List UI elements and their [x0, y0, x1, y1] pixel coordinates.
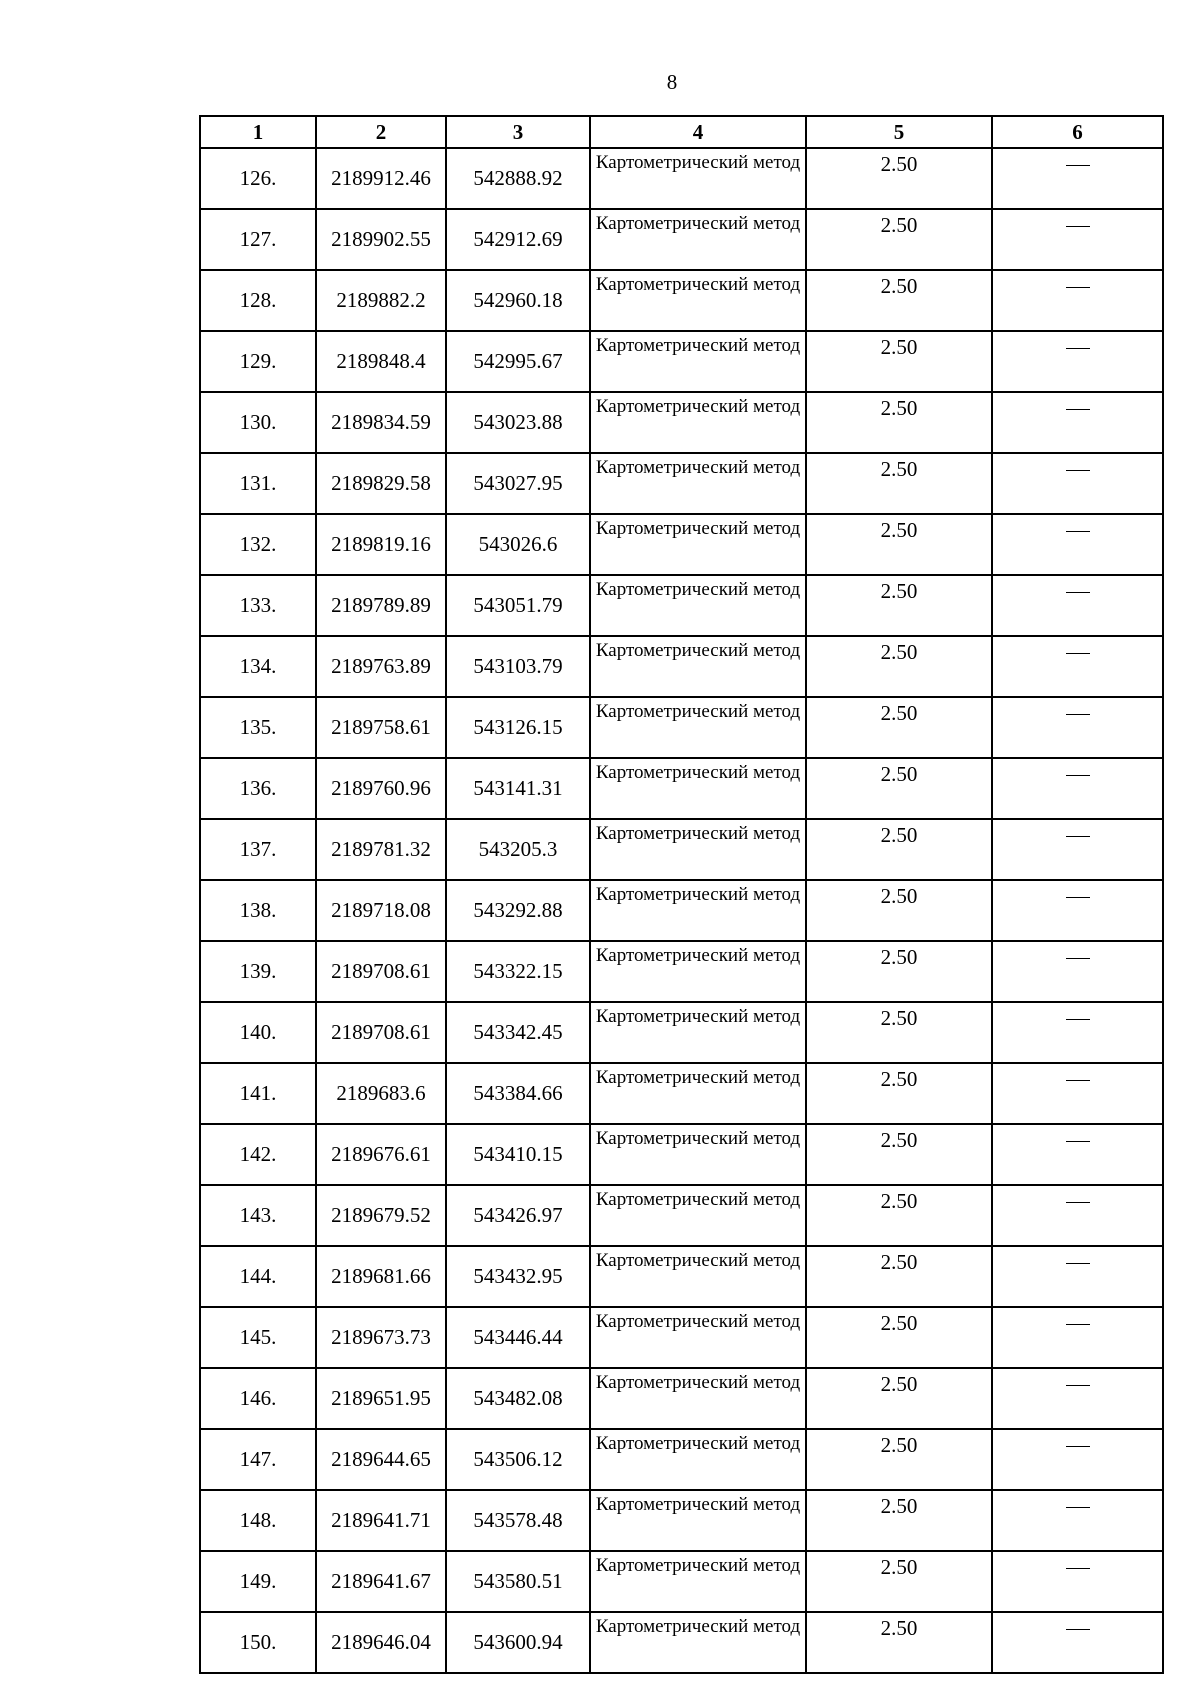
error-cell: 2.50 [806, 1002, 992, 1063]
dash-icon [1066, 1202, 1090, 1203]
point-number-cell: 140. [200, 1002, 316, 1063]
point-number-cell: 131. [200, 453, 316, 514]
point-number-cell: 150. [200, 1612, 316, 1673]
dash-icon [1066, 1507, 1090, 1508]
x-coordinate-cell: 2189763.89 [316, 636, 446, 697]
error-cell: 2.50 [806, 880, 992, 941]
column-header: 5 [806, 116, 992, 148]
note-cell [992, 636, 1163, 697]
method-cell: Картометрический метод [590, 1551, 806, 1612]
x-coordinate-cell: 2189912.46 [316, 148, 446, 209]
y-coordinate-cell: 543026.6 [446, 514, 590, 575]
point-number-cell: 148. [200, 1490, 316, 1551]
x-coordinate-cell: 2189848.4 [316, 331, 446, 392]
error-cell: 2.50 [806, 1612, 992, 1673]
note-cell [992, 209, 1163, 270]
note-cell [992, 453, 1163, 514]
y-coordinate-cell: 543292.88 [446, 880, 590, 941]
point-number-cell: 133. [200, 575, 316, 636]
method-cell: Картометрический метод [590, 697, 806, 758]
table-body [200, 148, 1163, 1673]
table-row [200, 1429, 1163, 1490]
y-coordinate-cell: 543410.15 [446, 1124, 590, 1185]
method-cell: Картометрический метод [590, 1002, 806, 1063]
y-coordinate-cell: 543384.66 [446, 1063, 590, 1124]
y-coordinate-cell: 542960.18 [446, 270, 590, 331]
y-coordinate-cell: 543103.79 [446, 636, 590, 697]
table-row [200, 148, 1163, 209]
y-coordinate-cell: 543426.97 [446, 1185, 590, 1246]
dash-icon [1066, 592, 1090, 593]
x-coordinate-cell: 2189641.67 [316, 1551, 446, 1612]
x-coordinate-cell: 2189651.95 [316, 1368, 446, 1429]
table-row [200, 1246, 1163, 1307]
note-cell [992, 270, 1163, 331]
error-cell: 2.50 [806, 941, 992, 1002]
table-row [200, 880, 1163, 941]
note-cell [992, 575, 1163, 636]
table-row [200, 209, 1163, 270]
table-row [200, 1368, 1163, 1429]
note-cell [992, 1002, 1163, 1063]
note-cell [992, 941, 1163, 1002]
note-cell [992, 1246, 1163, 1307]
method-cell: Картометрический метод [590, 636, 806, 697]
dash-icon [1066, 226, 1090, 227]
coordinates-table [199, 115, 1164, 1674]
error-cell: 2.50 [806, 1063, 992, 1124]
note-cell [992, 1368, 1163, 1429]
dash-icon [1066, 409, 1090, 410]
note-cell [992, 880, 1163, 941]
note-cell [992, 1612, 1163, 1673]
note-cell [992, 1185, 1163, 1246]
method-cell: Картометрический метод [590, 941, 806, 1002]
table-row [200, 758, 1163, 819]
dash-icon [1066, 531, 1090, 532]
column-header: 3 [446, 116, 590, 148]
method-cell: Картометрический метод [590, 758, 806, 819]
note-cell [992, 1307, 1163, 1368]
note-cell [992, 819, 1163, 880]
note-cell [992, 1490, 1163, 1551]
y-coordinate-cell: 543446.44 [446, 1307, 590, 1368]
table-row [200, 697, 1163, 758]
note-cell [992, 1429, 1163, 1490]
note-cell [992, 148, 1163, 209]
dash-icon [1066, 1080, 1090, 1081]
table-row [200, 331, 1163, 392]
note-cell [992, 1551, 1163, 1612]
note-cell [992, 392, 1163, 453]
table-row [200, 941, 1163, 1002]
x-coordinate-cell: 2189819.16 [316, 514, 446, 575]
error-cell: 2.50 [806, 636, 992, 697]
point-number-cell: 134. [200, 636, 316, 697]
point-number-cell: 128. [200, 270, 316, 331]
table-row [200, 1612, 1163, 1673]
point-number-cell: 139. [200, 941, 316, 1002]
method-cell: Картометрический метод [590, 514, 806, 575]
point-number-cell: 126. [200, 148, 316, 209]
dash-icon [1066, 1141, 1090, 1142]
point-number-cell: 130. [200, 392, 316, 453]
y-coordinate-cell: 543051.79 [446, 575, 590, 636]
dash-icon [1066, 836, 1090, 837]
y-coordinate-cell: 543600.94 [446, 1612, 590, 1673]
dash-icon [1066, 287, 1090, 288]
y-coordinate-cell: 543506.12 [446, 1429, 590, 1490]
method-cell: Картометрический метод [590, 1124, 806, 1185]
dash-icon [1066, 1446, 1090, 1447]
column-header: 6 [992, 116, 1163, 148]
point-number-cell: 149. [200, 1551, 316, 1612]
x-coordinate-cell: 2189829.58 [316, 453, 446, 514]
error-cell: 2.50 [806, 819, 992, 880]
method-cell: Картометрический метод [590, 819, 806, 880]
dash-icon [1066, 775, 1090, 776]
dash-icon [1066, 348, 1090, 349]
point-number-cell: 137. [200, 819, 316, 880]
method-cell: Картометрический метод [590, 331, 806, 392]
error-cell: 2.50 [806, 758, 992, 819]
error-cell: 2.50 [806, 1246, 992, 1307]
page-number: 8 [666, 70, 678, 94]
x-coordinate-cell: 2189708.61 [316, 941, 446, 1002]
point-number-cell: 146. [200, 1368, 316, 1429]
table-row [200, 392, 1163, 453]
error-cell: 2.50 [806, 514, 992, 575]
method-cell: Картометрический метод [590, 270, 806, 331]
y-coordinate-cell: 542888.92 [446, 148, 590, 209]
method-cell: Картометрический метод [590, 148, 806, 209]
x-coordinate-cell: 2189882.2 [316, 270, 446, 331]
y-coordinate-cell: 542912.69 [446, 209, 590, 270]
method-cell: Картометрический метод [590, 1490, 806, 1551]
point-number-cell: 143. [200, 1185, 316, 1246]
error-cell: 2.50 [806, 575, 992, 636]
table-row [200, 453, 1163, 514]
dash-icon [1066, 470, 1090, 471]
dash-icon [1066, 1629, 1090, 1630]
y-coordinate-cell: 543482.08 [446, 1368, 590, 1429]
x-coordinate-cell: 2189679.52 [316, 1185, 446, 1246]
error-cell: 2.50 [806, 270, 992, 331]
table-row [200, 1124, 1163, 1185]
error-cell: 2.50 [806, 1429, 992, 1490]
table-row [200, 575, 1163, 636]
table-header-row [200, 116, 1163, 148]
table-row [200, 1063, 1163, 1124]
point-number-cell: 135. [200, 697, 316, 758]
table-row [200, 270, 1163, 331]
method-cell: Картометрический метод [590, 453, 806, 514]
x-coordinate-cell: 2189902.55 [316, 209, 446, 270]
dash-icon [1066, 1568, 1090, 1569]
dash-icon [1066, 1019, 1090, 1020]
error-cell: 2.50 [806, 453, 992, 514]
y-coordinate-cell: 543126.15 [446, 697, 590, 758]
dash-icon [1066, 653, 1090, 654]
dash-icon [1066, 1385, 1090, 1386]
y-coordinate-cell: 543432.95 [446, 1246, 590, 1307]
x-coordinate-cell: 2189676.61 [316, 1124, 446, 1185]
error-cell: 2.50 [806, 392, 992, 453]
dash-icon [1066, 897, 1090, 898]
dash-icon [1066, 1263, 1090, 1264]
error-cell: 2.50 [806, 697, 992, 758]
table-row [200, 1490, 1163, 1551]
method-cell: Картометрический метод [590, 209, 806, 270]
y-coordinate-cell: 543023.88 [446, 392, 590, 453]
method-cell: Картометрический метод [590, 1063, 806, 1124]
note-cell [992, 1124, 1163, 1185]
y-coordinate-cell: 543141.31 [446, 758, 590, 819]
table-row [200, 636, 1163, 697]
point-number-cell: 142. [200, 1124, 316, 1185]
x-coordinate-cell: 2189644.65 [316, 1429, 446, 1490]
point-number-cell: 141. [200, 1063, 316, 1124]
x-coordinate-cell: 2189646.04 [316, 1612, 446, 1673]
error-cell: 2.50 [806, 1368, 992, 1429]
note-cell [992, 331, 1163, 392]
point-number-cell: 129. [200, 331, 316, 392]
x-coordinate-cell: 2189683.6 [316, 1063, 446, 1124]
method-cell: Картометрический метод [590, 880, 806, 941]
table-row [200, 819, 1163, 880]
x-coordinate-cell: 2189641.71 [316, 1490, 446, 1551]
column-header: 1 [200, 116, 316, 148]
point-number-cell: 132. [200, 514, 316, 575]
x-coordinate-cell: 2189708.61 [316, 1002, 446, 1063]
method-cell: Картометрический метод [590, 1185, 806, 1246]
y-coordinate-cell: 543342.45 [446, 1002, 590, 1063]
note-cell [992, 697, 1163, 758]
point-number-cell: 144. [200, 1246, 316, 1307]
x-coordinate-cell: 2189760.96 [316, 758, 446, 819]
y-coordinate-cell: 543205.3 [446, 819, 590, 880]
y-coordinate-cell: 543027.95 [446, 453, 590, 514]
y-coordinate-cell: 543322.15 [446, 941, 590, 1002]
method-cell: Картометрический метод [590, 1368, 806, 1429]
column-header: 4 [590, 116, 806, 148]
dash-icon [1066, 714, 1090, 715]
y-coordinate-cell: 542995.67 [446, 331, 590, 392]
point-number-cell: 147. [200, 1429, 316, 1490]
point-number-cell: 138. [200, 880, 316, 941]
error-cell: 2.50 [806, 1307, 992, 1368]
column-header: 2 [316, 116, 446, 148]
x-coordinate-cell: 2189789.89 [316, 575, 446, 636]
x-coordinate-cell: 2189718.08 [316, 880, 446, 941]
x-coordinate-cell: 2189781.32 [316, 819, 446, 880]
method-cell: Картометрический метод [590, 1429, 806, 1490]
point-number-cell: 145. [200, 1307, 316, 1368]
table-row [200, 1002, 1163, 1063]
dash-icon [1066, 1324, 1090, 1325]
error-cell: 2.50 [806, 331, 992, 392]
x-coordinate-cell: 2189834.59 [316, 392, 446, 453]
dash-icon [1066, 165, 1090, 166]
error-cell: 2.50 [806, 1185, 992, 1246]
y-coordinate-cell: 543578.48 [446, 1490, 590, 1551]
table-row [200, 514, 1163, 575]
error-cell: 2.50 [806, 1551, 992, 1612]
method-cell: Картометрический метод [590, 575, 806, 636]
method-cell: Картометрический метод [590, 1612, 806, 1673]
error-cell: 2.50 [806, 1490, 992, 1551]
x-coordinate-cell: 2189673.73 [316, 1307, 446, 1368]
error-cell: 2.50 [806, 209, 992, 270]
point-number-cell: 127. [200, 209, 316, 270]
dash-icon [1066, 958, 1090, 959]
error-cell: 2.50 [806, 148, 992, 209]
x-coordinate-cell: 2189681.66 [316, 1246, 446, 1307]
y-coordinate-cell: 543580.51 [446, 1551, 590, 1612]
table-row [200, 1551, 1163, 1612]
x-coordinate-cell: 2189758.61 [316, 697, 446, 758]
error-cell: 2.50 [806, 1124, 992, 1185]
note-cell [992, 1063, 1163, 1124]
method-cell: Картометрический метод [590, 392, 806, 453]
method-cell: Картометрический метод [590, 1246, 806, 1307]
table-row [200, 1307, 1163, 1368]
point-number-cell: 136. [200, 758, 316, 819]
method-cell: Картометрический метод [590, 1307, 806, 1368]
note-cell [992, 514, 1163, 575]
table-row [200, 1185, 1163, 1246]
note-cell [992, 758, 1163, 819]
